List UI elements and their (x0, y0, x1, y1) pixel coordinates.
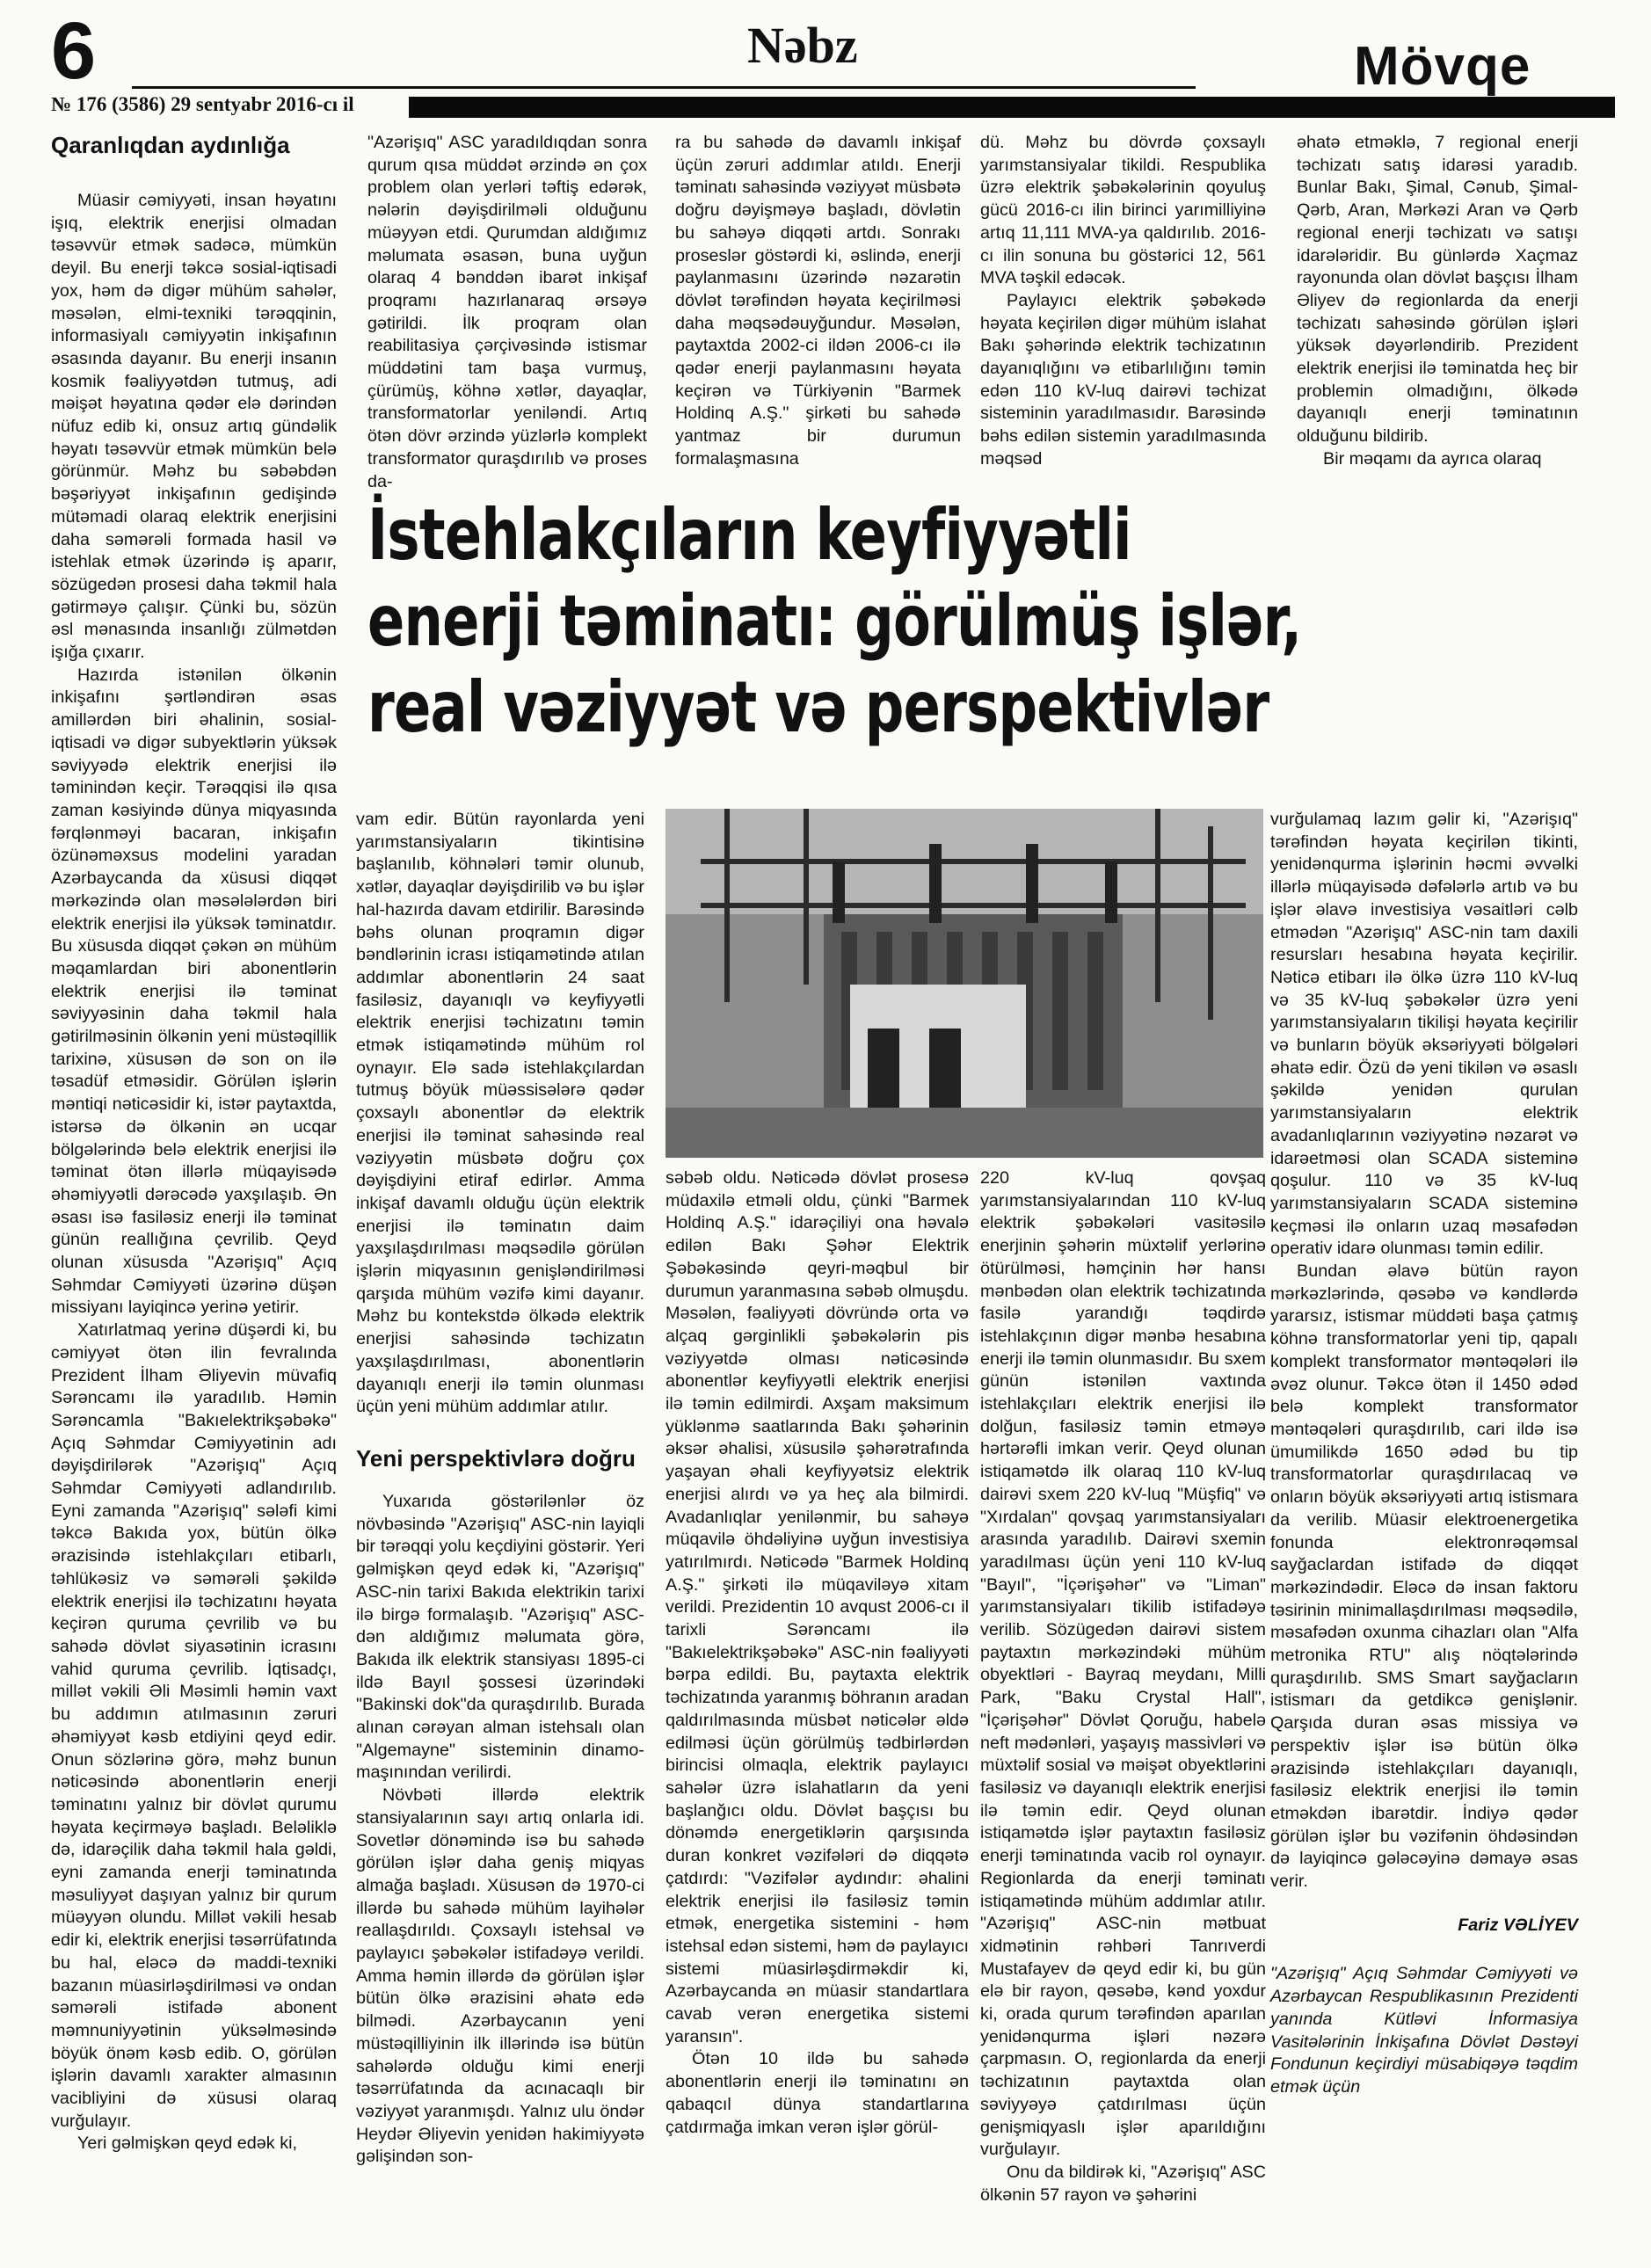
paragraph: Yuxarıda göstərilənlər öz növbəsində "Azərişıq" ASC-nin layiqli bir tərəqqi yolu keçdiyini göstərir. Yeri gəlmişkən qeyd edək ki, "Azərişıq" ASC-nin tarixi Bakıda elektrikin tarixi ilə birgə formalaşıb. "Azərişıq" ASC-dən aldığımız məlumata görə, Bakıda ilk elektrik stansiyası 1895-ci ildə Bayıl şossesi üzərindəki "Bakinski dok"da quraşdırılıb. Burada alınan cərəyan alman istehsalı olan "Algemayne" sisteminin dinamo-maşınından verilirdi. (356, 1491, 644, 1783)
transformer-image (665, 809, 1263, 1158)
paragraph: səbəb oldu. Nəticədə dövlət prosesə müdaxilə etməli oldu, çünki "Barmek Holdinq A.Ş." idarəçiliyi ona həvalə edilən Bakı Şəhər Elektrik Şəbəkəsində qeyri-məqbul bir durumun yaranmasına səbəb olmuşdu. Məsələn, fəaliyyəti dövründə orta və alçaq gərginlikli şəbəkələrin pis vəziyyətdə olması nəticəsində abonentlər keyfiyyətli elektrik enerjisi ilə təmin edilmirdi. Axşam maksimum yüklənmə saatlarında Bakı şəhərinin əksər əhalisi, xüsusilə şəhərətrafında yaşayan əhali keyfiyyətsiz elektrik enerjisi alırdı və ya heç ala bilmirdi. Avadanlıqlar yenilənmir, bu sahəyə müqavilə öhdəliyinə uyğun investisiya yatırılmırdı. Nəticədə "Barmek Holdinq A.Ş." şirkəti ilə müqaviləyə xitam verildi. Prezidentin 10 avqust 2006-cı il tarixli Sərəncamı ilə "Bakıelektrikşəbəkə" ASC-nin fəaliyyəti bərpa edildi. Bu, paytaxta elektrik təchizatında yaranmış böhranın aradan qaldırılmasında müsbət nəticələr əldə edilməsi üçün görülmüş tədbirlərdən birincisi olmaqla, elektrik paylayıcı sahələr üzrə islahatların da yeni başlanğıcı oldu. Dövlət başçısı bu dönəmdə energetiklərin qarşısında duran konkret vəzifələri də diqqətə çatdırdı: "Vəzifələr aydındır: əhalini elektrik enerjisi ilə fasiləsiz təmin etmək, energetika sistemini - həm istehsal edən sistemi, həm də paylayıcı sistemi müasirləşdirməkdir ki, Azərbaycanda ən müasir standartlara cavab verən energetika sistemi yaransın". (665, 1168, 969, 2046)
column-1 (51, 132, 337, 2155)
substation-photo (665, 809, 1263, 1158)
sponsor-footnote: "Azərişıq" Açıq Səhmdar Cəmiyyəti və Azərbaycan Respublikasının Prezidenti yanında Kütləvi İnformasiya Vasitələrinin İnkişafına Dövlət Dəstəyi Fondunun keçirdiyi müsabiqəyə təqdim etmək üçün (1270, 1964, 1578, 2097)
column-2-top (367, 132, 647, 493)
paragraph: "Azərişıq" ASC yaradıldıqdan sonra qurum qısa müddət ərzində ən çox problem olan yerləri təftiş edərək, nələrin dəyişdirilməli olduğunu müəyyən etdi. Qurumdan aldığımız məlumata əsasən, buna uyğun olaraq 4 bənddən ibarət inkişaf proqramı hazırlanaraq ərsəyə gətirildi. İlk proqram olan reabilitasiya çərçivəsində istismar müddətini tam başa vurmuş, çürümüş, köhnə xətlər, dayaqlar, transformatorlar yeniləndi. Artıq ötən dövr ərzində yüzlərlə komplekt transformator quraşdırılıb və proses da- (367, 133, 647, 491)
section-title: Mövqe (1354, 36, 1531, 97)
author-signature: Fariz VƏLİYEV (1458, 1915, 1578, 1935)
paragraph: Növbəti illərdə elektrik stansiyalarının sayı artıq onlarla idi. Sovetlər dönəmində isə bu sahədə görülən işlər daha geniş miqyas almağa başladı. Xüsusən də 1970-ci illərdə bu sahədə mühüm layihələr reallaşdırıldı. Çoxsaylı istehsal və paylayıcı şəbəkələr istifadəyə verildi. Amma həmin illərdə də görülən işlər bütün ölkə ərazisini əhatə edə bilmədi. Azərbaycanın yeni müstəqilliyinin ilk illərində isə bütün sahələrdə olduğu kimi enerji təsərrüfatında da acınacaqlı bir vəziyyət yaranmışdı. Yalnız ulu öndər Heydər Əliyevin yenidən hakimiyyətə gəlişindən son- (356, 1785, 644, 2167)
paragraph: Müasir cəmiyyəti, insan həyatını işıq, elektrik enerjisi olmadan təsəvvür etmək sadəcə, mümkün deyil. Bu enerji təkcə sosial-iqtisadi yox, həm də digər mühüm sahələr, məsələn, elmi-texniki tərəqqinin, informasiyalı cəmiyyətin inkişafının əsasında dayanır. Bu enerji insanın kosmik fəaliyyətdən tutmuş, adi məişət həyatına qədər elə dərindən nüfuz edib ki, onsuz artıq gündəlik həyatı təsəvvür etmək mümkün belə görünmür. Məhz bu səbəbdən bəşəriyyət inkişafının gedişində mütəmadi olaraq elektrik enerjisini daha səmərəli formada hasil və istehlak etmək üzərində iş aparır, sözügedən prosesi daha təkmil hala gətirməyə çalışır. Çünki bu, sözün əsl mənasında insanlığı zülmətdən işığa çıxarır. (51, 191, 337, 663)
headline-line: enerji təminatı: görülmüş işlər, (367, 580, 1302, 662)
column-3-top (675, 132, 961, 471)
paragraph: Ötən 10 ildə bu sahədə abonentlərin enerji ilə təminatını ən qabaqcıl dünya standartlarına çatdırmağa imkan verən işlər görül- (665, 2049, 969, 2137)
paragraph: ra bu sahədə də davamlı inkişaf üçün zəruri addımlar atıldı. Enerji təminatı sahəsində vəziyyət müsbətə doğru dəyişməyə başladı, dövlətin bu sahəyə diqqəti artdı. Sonrakı proseslər göstərdi ki, əslində, enerji paylanmasını üzərində nəzarətin dövlət tərəfindən həyata keçirilməsi daha məqsədəuyğundur. Məsələn, paytaxtda 2002-ci ildən 2006-cı ilə qədər enerji paylanmasını həyata keçirən və Türkiyənin "Barmek Holdinq A.Ş." şirkəti bu sahədə yantmaz bir durumun formalaşmasına (675, 133, 961, 469)
page-number: 6 (51, 6, 95, 96)
paragraph: Onu da bildirək ki, "Azərişıq" ASC ölkənin 57 rayon və şəhərini (980, 2162, 1266, 2205)
paragraph: vurğulamaq lazım gəlir ki, "Azərişıq" tərəfindən həyata keçirilən tikinti, yenidənqurma işlərinin həcmi əvvəlki illərlə müqayisədə dəfələrlə artıb və bu işlər əlavə investisiya vəsaitləri cəlb etmədən "Azərişıq" ASC-nin tam daxili resursları hesabına həyata keçirilir. Nəticə etibarı ilə ölkə üzrə 110 kV-luq və 35 kV-luq şəbəkələr üzrə yeni yarımstansiyaların tikilişi həyata keçirilir və bunların böyük əksəriyyəti bölgələri əhatə edir. Özü də yeni tikilən və əsaslı şəkildə yenidən qurulan yarımstansiyaların elektrik avadanlıqlarının vəziyyətinə nəzarət və idarəetməsi olan SCADA sisteminə qoşulur. 110 və 35 kV-luq yarımstansiyaların SCADA sisteminə keçməsi ilə onların uzaq məsafədən operativ idarə olunması təmin edilir. (1270, 810, 1578, 1259)
paragraph: Bundan əlavə bütün rayon mərkəzlərində, qəsəbə və kəndlərdə yararsız, istismar müddəti başa çatmış köhnə transformatorlar yeni tip, qapalı komplekt transformator məntəqələri ilə əvəz olunur. Təkcə ötən il 1450 ədəd belə komplekt transformator məntəqələri quraşdırılıb, cari ildə isə ümumilikdə 1650 ədəd bu tip transformatorlar quraşdırılacaq və onların böyük əksəriyyəti artıq istismara da verilib. Müasir elektroenergetika fonunda elektronrəqəmsal sayğaclardan istifadə də diqqət mərkəzindədir. Eləcə də insan faktoru təsirinin minimallaşdırılması məqsədilə, məsafədən oxunma cihazları olan "Alfa metronika RTU" alış nöqtələrində quraşdırılıb. SMS Smart sayğacların istismarı da getdikcə genişlənir. Qarşıda duran əsas missiya və perspektiv işlər isə bütün ölkə ərazisində istehlakçıları dayanıqlı, fasiləsiz elektrik enerjisi ilə təmin etməkdən ibarətdir. İndiyə qədər görülən işlər bu vəzifənin öhdəsindən də layiqincə gələcəyinə dəmayə əsas verir. (1270, 1261, 1578, 1892)
masthead-rule (132, 86, 1196, 89)
subheading-2: Yeni perspektivlərə doğru (356, 1444, 636, 1472)
subheading-1: Qaranlıqdan aydınlığa (51, 132, 290, 158)
paragraph: əhatə etməklə, 7 regional enerji təchizatı satış idarəsi yaradıb. Bunlar Bakı, Şimal, Cənub, Şimal-Qərb, Aran, Mərkəzi Aran və Qərb regional enerji təchizatı və satışı idarələridir. Bu günlərdə Xaçmaz rayonunda olan dövlət başçısı İlham Əliyev də regionlarda da enerji təchizatı sahəsində görülən işləri yüksək dəyərləndirib. Prezident elektrik enerjisi ilə təminatda heç bir problemin olmadığını, ölkədə dayanıqlı enerji təminatının olduğunu bildirib. (1297, 133, 1578, 447)
column-2-lower (356, 809, 644, 2169)
article-headline (367, 492, 1355, 751)
headline-line: real vəziyyət və perspektivlər (367, 666, 1269, 748)
paragraph: Paylayıcı elektrik şəbəkədə həyata keçirilən digər mühüm islahat Bakı şəhərində elektrik təchizatının dayanıqlığını və etibarlılığını təmin edən 110 kV-luq dairəvi təchizat sisteminin yaradılmasıdır. Barəsində bəhs edilən sistemin yaradılmasında məqsəd (980, 290, 1266, 469)
column-3-lower (665, 1167, 969, 2139)
newspaper-name: Nəbz (747, 17, 858, 74)
paragraph: vam edir. Bütün rayonlarda yeni yarımstansiyaların tikintisinə başlanılıb, köhnələri təmir olunub, xətlər, dayaqlar dəyişdirilib və bu işlər hal-hazırda davam etdirilir. Barəsində bəhs olunan proqramın digər bəndlərinin icrası istiqamətində atılan addımlar abonentlərin 24 saat fasiləsiz, dayanıqlı və keyfiyyətli elektrik enerjisi təchizatını təmin etmək istiqamətində mühüm rol oynayır. Elə sadə istehlakçılardan tutmuş böyük müəssisələrə qədər çoxsaylı abonentlər də elektrik enerjisi ilə təminat sahəsində real vəziyyətin müsbətə doğru çox dəyişdiyini etiraf edirlər. Amma inkişaf davamlı olduğu üçün elektrik enerjisi ilə təminatın daim yaxşılaşdırılması məqsədilə görülən işlərin miqyasının genişləndirilməsi qarşıda mühüm vəzifə kimi dayanır. Məhz bu kontekstdə ölkədə elektrik enerjisi sahəsində təchizatın yaxşılaşdırılması, abonentlərin dayanıqlı enerji ilə təmin olunması üçün yeni mühüm addımlar atılır. (356, 810, 644, 1417)
issue-line: № 176 (3586) 29 sentyabr 2016-cı il (51, 93, 354, 115)
headline-line: İstehlakçıların keyfiyyətli (367, 494, 1131, 576)
masthead-bar (409, 97, 1615, 118)
paragraph: Hazırda istənilən ölkənin inkişafını şərtləndirən əsas amillərdən biri əhalinin, sosial-iqtisadi və digər subyektlərin yüksək səviyyədə elektrik enerjisi ilə təminindən keçir. Tərəqqisi ilə qısa zaman kəsiyində dünya miqyasında fərqlənməyi bacaran, inkişafın özünəməxsus modelini yaradan Azərbaycanda da xüsusi diqqət mərkəzində olan məsələlərdən biri elektrik enerjisi ilə yüksək təminatdır. Bu xüsusda diqqət çəkən ən mühüm məqamlardan biri abonentlərin elektrik enerjisi ilə təminat səviyyəsinin daha təkmil hala gətirilməsinin ölkənin yeni müstəqillik tarixinə, xüsusən də son on ilə təsadüf etməsidir. Görülən işlərin məntiqi nəticəsidir ki, istər paytaxtda, istərsə də ölkənin ən ucqar bölgələrində belə elektrik enerjisi ilə təminat ötən illərlə müqayisədə əhəmiyyətli dərəcədə yaxşılaşıb. Ən əsası isə fasiləsiz enerji ilə təminat günün reallığına çevrilib. Qeyd olunan xüsusda "Azərişıq" Açıq Səhmdar Cəmiyyəti üzərinə düşən missiyanı layiqincə yerinə yetirir. (51, 665, 337, 1318)
paragraph: dü. Məhz bu dövrdə çoxsaylı yarımstansiyalar tikildi. Respublika üzrə elektrik şəbəkələrinin qoyuluş gücü 2016-cı ilin birinci yarımilliyinə artıq 11,111 MVA-ya qaldırılıb. 2016-cı ilin sonuna bu göstərici 12, 561 MVA təşkil edəcək. (980, 133, 1266, 288)
paragraph: Xatırlatmaq yerinə düşərdi ki, bu cəmiyyət ötən ilin fevralında Prezident İlham Əliyevin müvafiq Sərəncamı ilə yaradılıb. Həmin Sərəncamla "Bakıelektrikşəbəkə" Açıq Səhmdar Cəmiyyətinin adı dəyişdirilərək "Azərişıq" Açıq Səhmdar Cəmiyyəti adlandırılıb. Eyni zamanda "Azərişıq" sələfi kimi təkcə Bakıda yox, bütün ölkə ərazisində istehlakçıları etibarlı, təhlükəsiz və səmərəli şəkildə elektrik enerjisi ilə təchizatını həyata keçirən quruma çevrilib və bu sahədə dövlət siyasətinin icrasını vahid quruma çevrilib. İqtisadçı, millət vəkili Əli Məsimli həmin vaxt bu addımın atılmasının zəruri əhəmiyyət kəsb etdiyini qeyd edir. Onun sözlərinə görə, məhz bunun nəticəsində abonentlərin enerji təminatını yalnız bir dövlət qurumu həyata keçirməyə başladı. Beləliklə də, idarəçilik daha təkmil hala gəldi, eyni zamanda enerji təminatında məsuliyyət daşıyan yalnız bir qurum müəyyən olundu. Millət vəkili hesab edir ki, elektrik enerjisi təsərrüfatında bu hal, eləcə də maddi-texniki bazanın müasirləşdirilməsi və ondan səmərəli istifadə abonent məmnuniyyətinin yüksəlməsində böyük önəm kəsb edib. O, görülən işlərin davamlı xarakter almasının vacibliyini də xüsusi olaraq vurğulayır. (51, 1320, 337, 2131)
paragraph: Bir məqamı da ayrıca olaraq (1323, 448, 1542, 469)
column-5-lower (1270, 809, 1578, 2099)
paragraph: Yeri gəlmişkən qeyd edək ki, (77, 2134, 297, 2154)
column-4-lower (980, 1167, 1266, 2206)
column-4-top (980, 132, 1266, 471)
paragraph: 220 kV-luq qovşaq yarımstansiyalarından 110 kV-luq elektrik şəbəkələri vasitəsilə enerjinin şəhərin müxtəlif yerlərinə ötürülməsi, həmçinin hər hansı mənbədən olan elektrik təchizatında fasilə yarandığı təqdirdə istehlakçının digər mənbə hesabına enerji ilə təmin olunmasıdır. Bu sxem günün istənilən vaxtında istehlakçıları elektrik enerjisi ilə dolğun, fasiləsiz təmin etməyə hərtərəfli imkan verir. Qeyd olunan istiqamətdə ilk olaraq 110 kV-luq dairəvi sxem 220 kV-luq "Müşfiq" və "Xırdalan" qovşaq yarımstansiyaları arasında yaradılıb. Dairəvi sxemin yaradılması üçün yeni 110 kV-luq "Bayıl", "İçərişəhər" və "Liman" yarımstansiyaları tikilib istifadəyə verilib. Sözügedən dairəvi sistem paytaxtın mərkəzindəki mühüm obyektləri - Bayraq meydanı, Milli Park, "Baku Crystal Hall", "İçərişəhər" Dövlət Qoruğu, habelə neft mədənləri, yaşayış massivləri və müxtəlif sosial və məişət obyektlərini fasiləsiz və dayanıqlı elektrik enerjisi ilə təmin edir. Qeyd olunan istiqamətdə işlər paytaxtın fasiləsiz enerji təminatında vacib rol oynayır. Regionlarda da enerji təminatı istiqamətində mühüm addımlar atılır. "Azərişıq" ASC-nin mətbuat xidmətinin rəhbəri Tanrıverdi Mustafayev də qeyd edir ki, bu gün elə bir rayon, qəsəbə, kənd yoxdur ki, orada qurum tərəfindən aparılan yenidənqurma işləri nəzərə çarpmasın. O, regionlarda da enerji təchizatının paytaxtda olan səviyyəyə çatdırılması üçün genişmiqyaslı işlər aparıldığını vurğulayır. (980, 1168, 1266, 2160)
column-5-top (1297, 132, 1578, 471)
